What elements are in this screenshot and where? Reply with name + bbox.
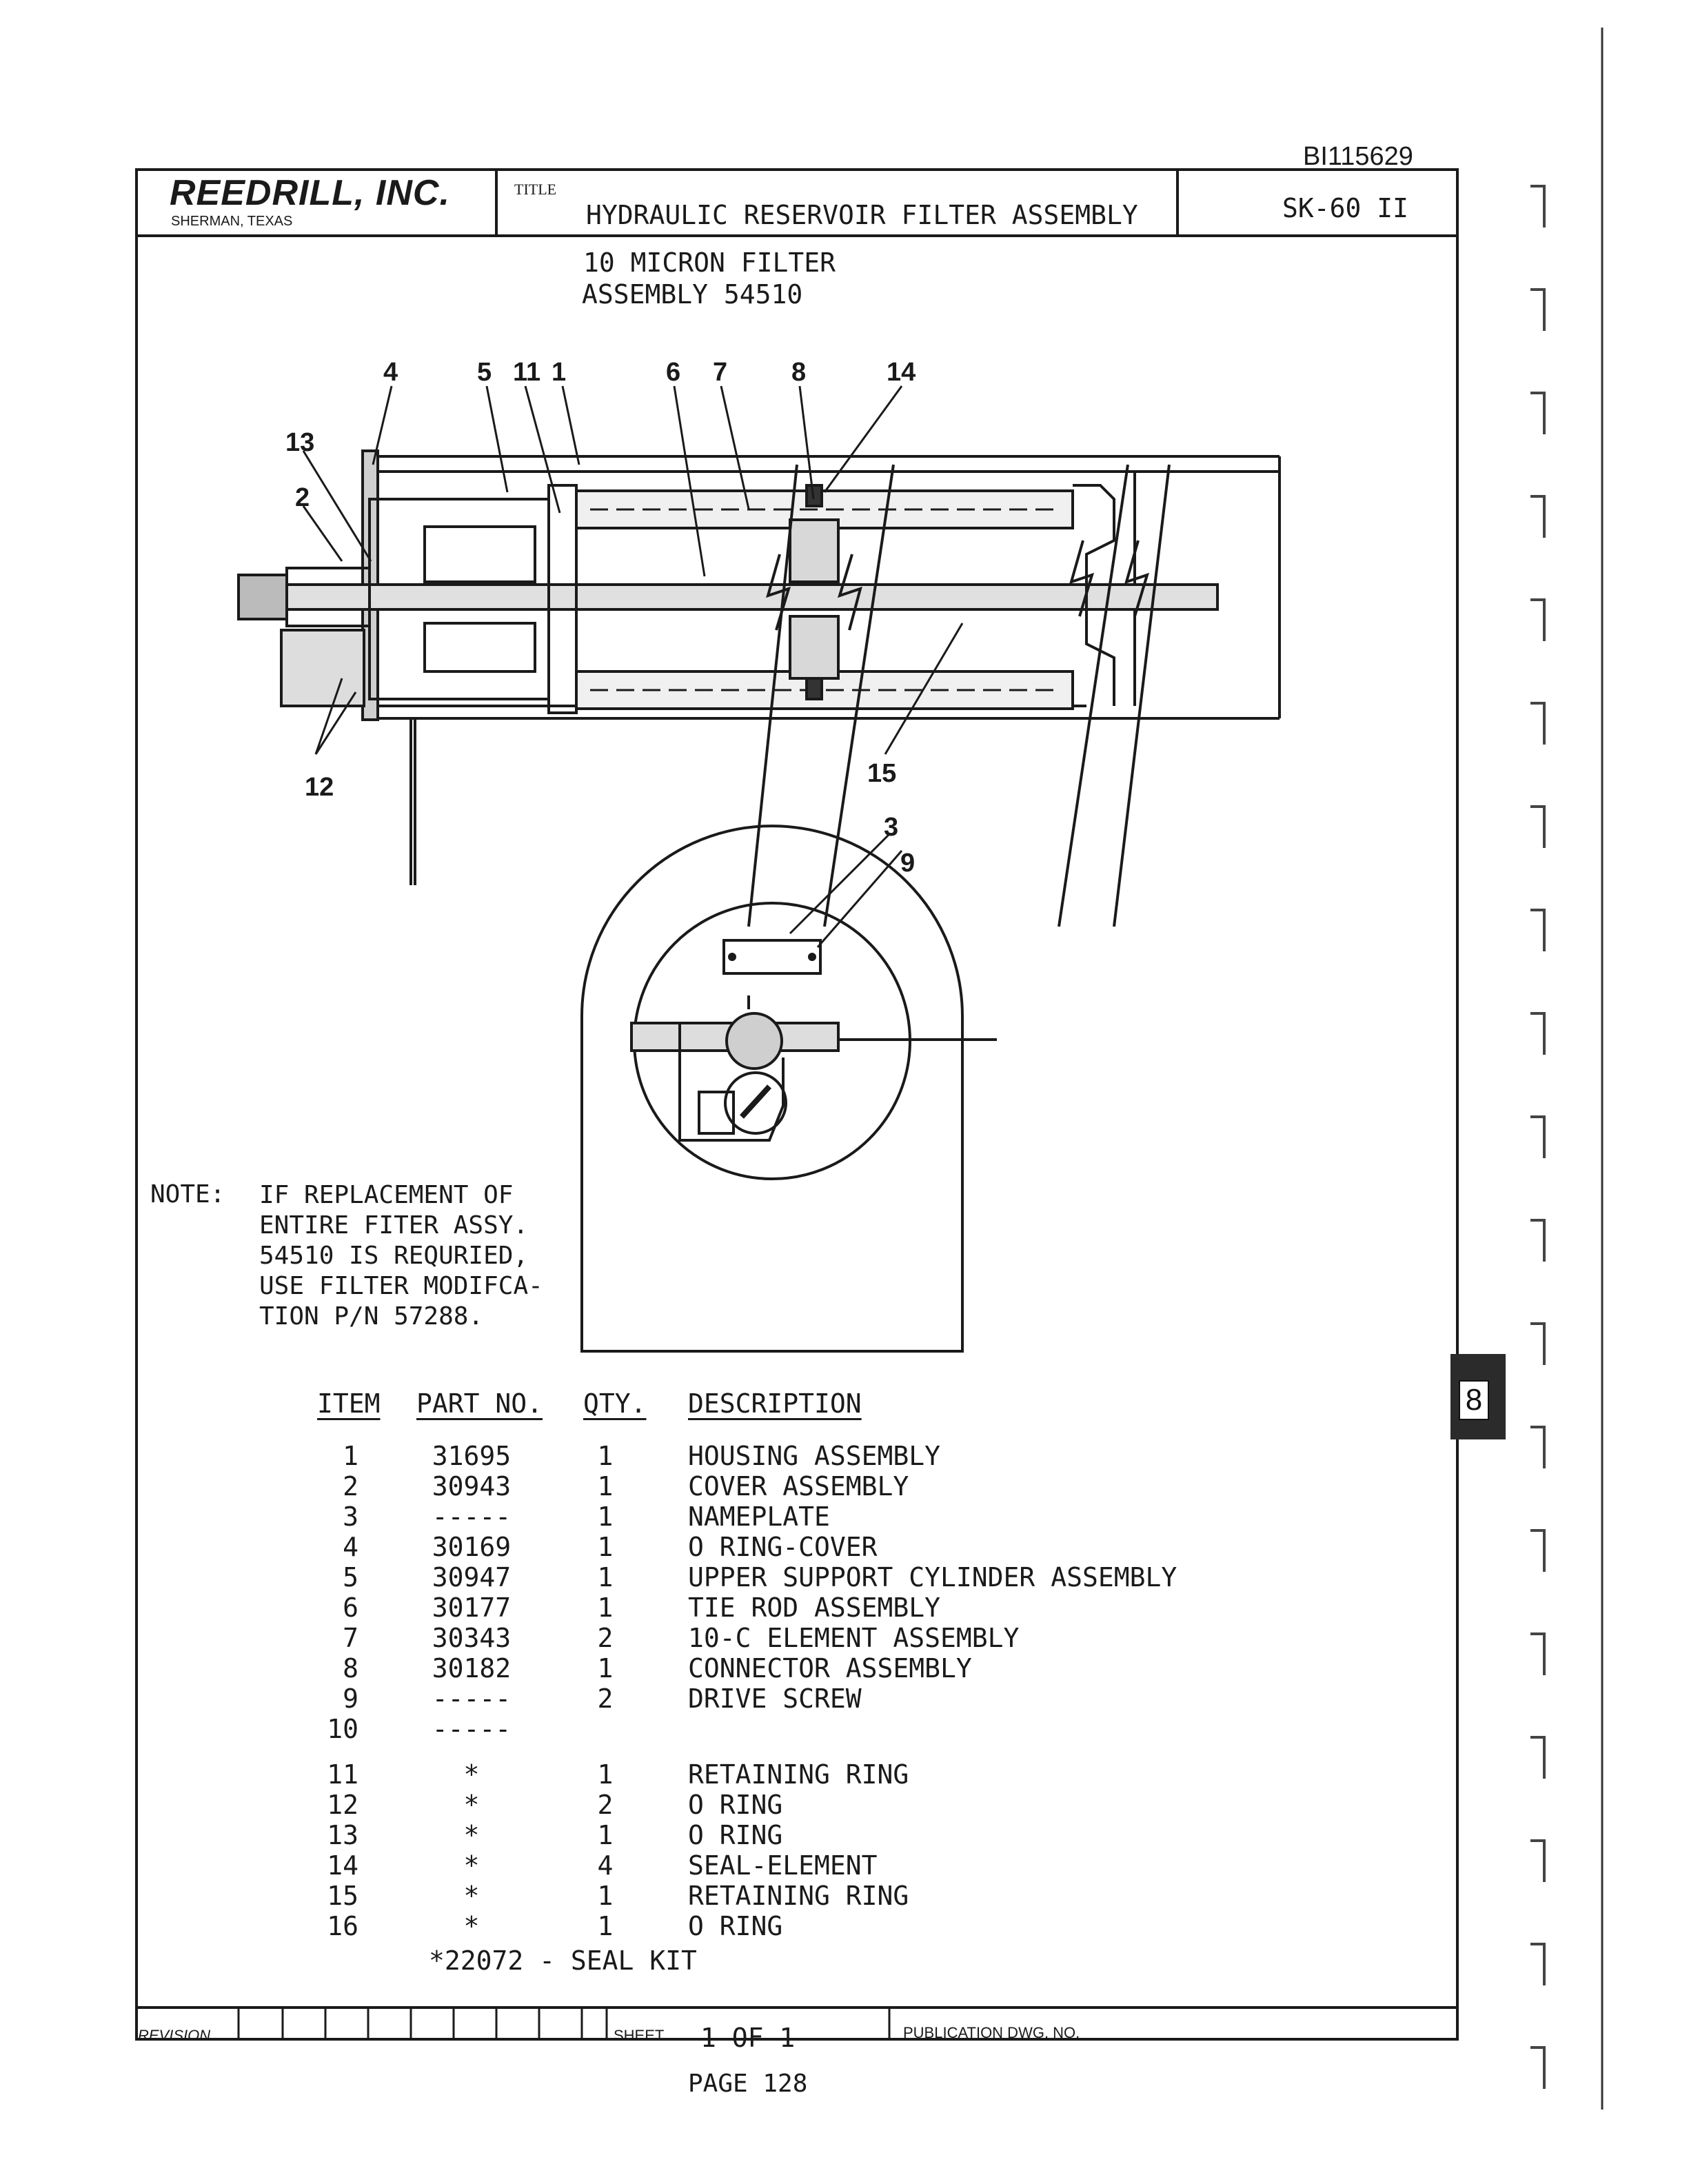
table-row: 1 31695 1 HOUSING ASSEMBLY bbox=[343, 1441, 941, 1471]
note-line: IF REPLACEMENT OF bbox=[259, 1181, 514, 1209]
table-row: 9 ----- 2 DRIVE SCREW bbox=[343, 1684, 862, 1714]
callout-label: 12 bbox=[305, 773, 334, 802]
note-line: USE FILTER MODIFCA- bbox=[259, 1272, 543, 1300]
callout-label: 3 bbox=[884, 813, 899, 842]
cover-plan-view bbox=[582, 826, 997, 1351]
callout-label: 1 bbox=[552, 358, 567, 387]
title-block-divider bbox=[495, 168, 498, 237]
table-row: 8 30182 1 CONNECTOR ASSEMBLY bbox=[343, 1653, 972, 1684]
revision-grid bbox=[135, 2008, 1459, 2041]
callout-label: 13 bbox=[285, 428, 315, 457]
column-header-item: ITEM bbox=[317, 1388, 381, 1419]
callout-label: 14 bbox=[887, 358, 916, 387]
callout-label: 4 bbox=[383, 358, 398, 387]
section-tab-number: 8 bbox=[1459, 1380, 1489, 1420]
title-label: TITLE bbox=[514, 181, 557, 198]
callout-label: 2 bbox=[295, 483, 310, 512]
table-row: 11 * 1 RETAINING RING bbox=[327, 1759, 909, 1790]
drawing-title: HYDRAULIC RESERVOIR FILTER ASSEMBLY bbox=[586, 200, 1138, 230]
note-line: TION P/N 57288. bbox=[259, 1302, 484, 1331]
note-text bbox=[259, 1180, 543, 1332]
callout-label: 6 bbox=[666, 358, 681, 387]
note-line: ENTIRE FITER ASSY. bbox=[259, 1211, 529, 1240]
table-row: 2 30943 1 COVER ASSEMBLY bbox=[343, 1471, 909, 1502]
callout-label: 5 bbox=[477, 358, 492, 387]
company-name: REEDRILL, INC. bbox=[170, 173, 450, 213]
table-row: 3 ----- 1 NAMEPLATE bbox=[343, 1502, 830, 1532]
revision-label: REVISION bbox=[138, 2027, 211, 2044]
note-line: 54510 IS REQURIED, bbox=[259, 1242, 529, 1270]
column-header-description: DESCRIPTION bbox=[688, 1388, 862, 1419]
table-row: 5 30947 1 UPPER SUPPORT CYLINDER ASSEMBLY bbox=[343, 1562, 1177, 1593]
callout-label: 9 bbox=[900, 849, 916, 878]
table-row: 10 ----- bbox=[327, 1714, 512, 1744]
table-row: 12 * 2 O RING bbox=[327, 1790, 783, 1820]
callout-label: 7 bbox=[713, 358, 728, 387]
company-location: SHERMAN, TEXAS bbox=[171, 214, 293, 229]
page-number: PAGE 128 bbox=[688, 2070, 808, 2098]
model-number: SK-60 II bbox=[1282, 193, 1409, 223]
publication-dwg-label: PUBLICATION DWG. NO. bbox=[903, 2024, 1080, 2041]
callout-label: 15 bbox=[867, 759, 897, 788]
table-row: 14 * 4 SEAL-ELEMENT bbox=[327, 1850, 878, 1881]
drawing-caption: ASSEMBLY 54510 bbox=[582, 279, 803, 310]
sheet-number: 1 OF 1 bbox=[700, 2023, 796, 2053]
table-row: 15 * 1 RETAINING RING bbox=[327, 1881, 909, 1911]
table-row: 16 * 1 O RING bbox=[327, 1911, 783, 1941]
seal-kit-footnote: *22072 - SEAL KIT bbox=[429, 1945, 697, 1976]
table-row: 4 30169 1 O RING-COVER bbox=[343, 1532, 878, 1562]
title-block-divider bbox=[1176, 168, 1179, 237]
note-label: NOTE: bbox=[150, 1180, 225, 1209]
column-header-part-no: PART NO. bbox=[416, 1388, 543, 1419]
document-id: BI115629 bbox=[1303, 142, 1413, 171]
section-view bbox=[239, 451, 1280, 927]
sheet-label: SHEET bbox=[614, 2027, 665, 2044]
drawing-caption: 10 MICRON FILTER bbox=[583, 247, 836, 278]
table-row: 13 * 1 O RING bbox=[327, 1820, 783, 1850]
callout-label: 8 bbox=[791, 358, 807, 387]
table-row: 6 30177 1 TIE ROD ASSEMBLY bbox=[343, 1593, 941, 1623]
table-row: 7 30343 2 10-C ELEMENT ASSEMBLY bbox=[343, 1623, 1020, 1653]
column-header-qty: QTY. bbox=[583, 1388, 647, 1419]
callout-label: 11 bbox=[513, 358, 541, 387]
